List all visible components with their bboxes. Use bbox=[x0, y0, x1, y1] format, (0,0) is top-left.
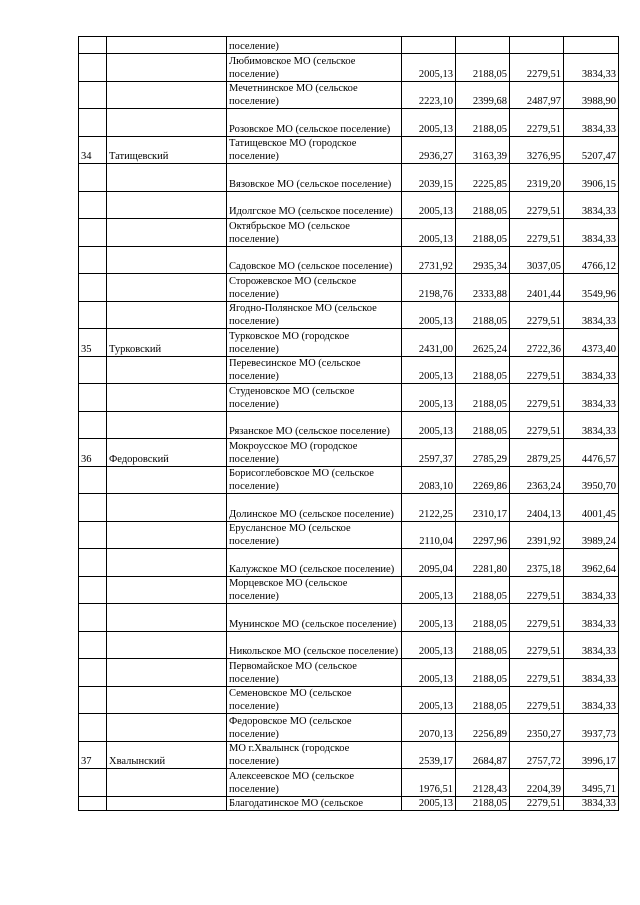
table-row bbox=[79, 411, 619, 439]
value-cell: 2310,17 bbox=[456, 494, 510, 522]
value-cell: 2198,76 bbox=[402, 274, 456, 302]
table-row bbox=[79, 796, 619, 810]
value-cell: 4766,12 bbox=[564, 246, 619, 274]
district-name bbox=[107, 714, 227, 742]
value-cell: 2279,51 bbox=[510, 219, 564, 247]
tariff-table bbox=[78, 36, 619, 811]
value-cell: 2188,05 bbox=[456, 576, 510, 604]
value-cell: 3549,96 bbox=[564, 274, 619, 302]
district-name bbox=[107, 494, 227, 522]
table-row bbox=[79, 356, 619, 384]
value-cell: 2188,05 bbox=[456, 384, 510, 412]
value-cell: 2279,51 bbox=[510, 191, 564, 219]
district-name bbox=[107, 54, 227, 82]
value-cell: 1976,51 bbox=[402, 769, 456, 797]
value-cell: 2297,96 bbox=[456, 521, 510, 549]
value-cell: 2188,05 bbox=[456, 356, 510, 384]
value-cell: 2401,44 bbox=[510, 274, 564, 302]
row-number bbox=[79, 494, 107, 522]
value-cell: 2625,24 bbox=[456, 329, 510, 357]
district-name bbox=[107, 466, 227, 494]
municipality-name: Федоровское МО (сельское поселение) bbox=[227, 714, 402, 742]
table-row bbox=[79, 136, 619, 164]
table-row bbox=[79, 741, 619, 769]
value-cell: 2188,05 bbox=[456, 411, 510, 439]
value-cell: 2095,04 bbox=[402, 549, 456, 577]
table-row bbox=[79, 604, 619, 632]
value-cell: 3276,95 bbox=[510, 136, 564, 164]
row-number: 37 bbox=[79, 741, 107, 769]
value-cell: 2279,51 bbox=[510, 604, 564, 632]
value-cell: 2279,51 bbox=[510, 356, 564, 384]
value-cell: 2188,05 bbox=[456, 301, 510, 329]
value-cell bbox=[510, 37, 564, 54]
district-name bbox=[107, 246, 227, 274]
table-row bbox=[79, 439, 619, 467]
value-cell: 2391,92 bbox=[510, 521, 564, 549]
district-name bbox=[107, 631, 227, 659]
value-cell: 3834,33 bbox=[564, 576, 619, 604]
municipality-name: Сторожевское МО (сельское поселение) bbox=[227, 274, 402, 302]
value-cell: 2005,13 bbox=[402, 659, 456, 687]
table-row bbox=[79, 54, 619, 82]
value-cell: 2188,05 bbox=[456, 109, 510, 137]
table-row bbox=[79, 164, 619, 192]
value-cell: 2279,51 bbox=[510, 109, 564, 137]
table-row bbox=[79, 466, 619, 494]
district-name bbox=[107, 301, 227, 329]
row-number bbox=[79, 356, 107, 384]
value-cell: 3834,33 bbox=[564, 631, 619, 659]
value-cell: 2936,27 bbox=[402, 136, 456, 164]
row-number bbox=[79, 164, 107, 192]
value-cell: 2005,13 bbox=[402, 219, 456, 247]
row-number bbox=[79, 301, 107, 329]
row-number bbox=[79, 769, 107, 797]
municipality-name: Мунинское МО (сельское поселение) bbox=[227, 604, 402, 632]
municipality-name: поселение) bbox=[227, 37, 402, 54]
value-cell: 2188,05 bbox=[456, 631, 510, 659]
value-cell: 2005,13 bbox=[402, 191, 456, 219]
municipality-name: Ягодно-Полянское МО (сельское поселение) bbox=[227, 301, 402, 329]
municipality-name: Вязовское МО (сельское поселение) bbox=[227, 164, 402, 192]
value-cell: 2935,34 bbox=[456, 246, 510, 274]
value-cell: 2005,13 bbox=[402, 604, 456, 632]
value-cell: 2350,27 bbox=[510, 714, 564, 742]
value-cell: 3834,33 bbox=[564, 219, 619, 247]
value-cell: 3834,33 bbox=[564, 54, 619, 82]
district-name bbox=[107, 686, 227, 714]
value-cell: 2404,13 bbox=[510, 494, 564, 522]
value-cell: 2279,51 bbox=[510, 659, 564, 687]
district-name: Хвалынский bbox=[107, 741, 227, 769]
value-cell: 2279,51 bbox=[510, 301, 564, 329]
table-row bbox=[79, 191, 619, 219]
value-cell: 3834,33 bbox=[564, 384, 619, 412]
value-cell: 4373,40 bbox=[564, 329, 619, 357]
value-cell: 5207,47 bbox=[564, 136, 619, 164]
value-cell: 2005,13 bbox=[402, 576, 456, 604]
district-name bbox=[107, 37, 227, 54]
table-row bbox=[79, 37, 619, 54]
municipality-name: Морцевское МО (сельское поселение) bbox=[227, 576, 402, 604]
table-row bbox=[79, 329, 619, 357]
value-cell: 2005,13 bbox=[402, 411, 456, 439]
row-number bbox=[79, 81, 107, 109]
row-number bbox=[79, 246, 107, 274]
value-cell: 3037,05 bbox=[510, 246, 564, 274]
table-row bbox=[79, 686, 619, 714]
value-cell: 2188,05 bbox=[456, 191, 510, 219]
table-row bbox=[79, 631, 619, 659]
value-cell: 2188,05 bbox=[456, 659, 510, 687]
value-cell: 3834,33 bbox=[564, 191, 619, 219]
value-cell: 2319,20 bbox=[510, 164, 564, 192]
row-number bbox=[79, 714, 107, 742]
value-cell: 3937,73 bbox=[564, 714, 619, 742]
value-cell: 2431,00 bbox=[402, 329, 456, 357]
district-name bbox=[107, 81, 227, 109]
row-number: 35 bbox=[79, 329, 107, 357]
district-name bbox=[107, 796, 227, 810]
row-number bbox=[79, 466, 107, 494]
district-name bbox=[107, 549, 227, 577]
row-number bbox=[79, 54, 107, 82]
value-cell: 2204,39 bbox=[510, 769, 564, 797]
value-cell: 4001,45 bbox=[564, 494, 619, 522]
value-cell: 3950,70 bbox=[564, 466, 619, 494]
row-number bbox=[79, 604, 107, 632]
district-name bbox=[107, 219, 227, 247]
municipality-name: Никольское МО (сельское поселение) bbox=[227, 631, 402, 659]
value-cell: 2279,51 bbox=[510, 631, 564, 659]
district-name bbox=[107, 659, 227, 687]
row-number bbox=[79, 37, 107, 54]
value-cell: 2757,72 bbox=[510, 741, 564, 769]
municipality-name: Перевесинское МО (сельское поселение) bbox=[227, 356, 402, 384]
value-cell: 2487,97 bbox=[510, 81, 564, 109]
municipality-name: Розовское МО (сельское поселение) bbox=[227, 109, 402, 137]
value-cell: 2279,51 bbox=[510, 411, 564, 439]
value-cell: 2399,68 bbox=[456, 81, 510, 109]
row-number bbox=[79, 411, 107, 439]
district-name bbox=[107, 191, 227, 219]
table-row bbox=[79, 246, 619, 274]
district-name: Федоровский bbox=[107, 439, 227, 467]
municipality-name: Татищевское МО (городское поселение) bbox=[227, 136, 402, 164]
value-cell: 2005,13 bbox=[402, 631, 456, 659]
district-name bbox=[107, 521, 227, 549]
value-cell: 3834,33 bbox=[564, 659, 619, 687]
value-cell: 3834,33 bbox=[564, 356, 619, 384]
district-name: Турковский bbox=[107, 329, 227, 357]
table-row bbox=[79, 81, 619, 109]
table-row bbox=[79, 576, 619, 604]
table-row bbox=[79, 659, 619, 687]
value-cell: 2333,88 bbox=[456, 274, 510, 302]
municipality-name: Любимовское МО (сельское поселение) bbox=[227, 54, 402, 82]
value-cell: 2005,13 bbox=[402, 356, 456, 384]
value-cell: 2188,05 bbox=[456, 219, 510, 247]
district-name bbox=[107, 274, 227, 302]
value-cell: 2279,51 bbox=[510, 384, 564, 412]
district-name bbox=[107, 411, 227, 439]
district-name bbox=[107, 576, 227, 604]
value-cell: 2279,51 bbox=[510, 686, 564, 714]
value-cell: 3988,90 bbox=[564, 81, 619, 109]
table-row bbox=[79, 384, 619, 412]
value-cell: 2005,13 bbox=[402, 686, 456, 714]
district-name bbox=[107, 356, 227, 384]
row-number bbox=[79, 191, 107, 219]
district-name bbox=[107, 769, 227, 797]
value-cell: 3834,33 bbox=[564, 686, 619, 714]
value-cell: 3962,64 bbox=[564, 549, 619, 577]
municipality-name: Мокроусское МО (городское поселение) bbox=[227, 439, 402, 467]
table-row bbox=[79, 219, 619, 247]
value-cell: 3906,15 bbox=[564, 164, 619, 192]
value-cell: 2279,51 bbox=[510, 54, 564, 82]
value-cell: 2539,17 bbox=[402, 741, 456, 769]
row-number bbox=[79, 219, 107, 247]
value-cell: 2375,18 bbox=[510, 549, 564, 577]
table-row bbox=[79, 714, 619, 742]
value-cell: 2070,13 bbox=[402, 714, 456, 742]
district-name bbox=[107, 604, 227, 632]
row-number bbox=[79, 549, 107, 577]
row-number bbox=[79, 796, 107, 810]
row-number bbox=[79, 521, 107, 549]
row-number bbox=[79, 631, 107, 659]
value-cell: 3989,24 bbox=[564, 521, 619, 549]
municipality-name: Октябрьское МО (сельское поселение) bbox=[227, 219, 402, 247]
district-name bbox=[107, 384, 227, 412]
value-cell: 2188,05 bbox=[456, 604, 510, 632]
municipality-name: Калужское МО (сельское поселение) bbox=[227, 549, 402, 577]
value-cell: 2269,86 bbox=[456, 466, 510, 494]
district-name bbox=[107, 109, 227, 137]
value-cell: 3163,39 bbox=[456, 136, 510, 164]
municipality-name: Мечетнинское МО (сельское поселение) bbox=[227, 81, 402, 109]
value-cell bbox=[456, 37, 510, 54]
table-row bbox=[79, 494, 619, 522]
value-cell: 3996,17 bbox=[564, 741, 619, 769]
municipality-name: Рязанское МО (сельское поселение) bbox=[227, 411, 402, 439]
value-cell: 2722,36 bbox=[510, 329, 564, 357]
value-cell: 3834,33 bbox=[564, 796, 619, 810]
value-cell: 3834,33 bbox=[564, 109, 619, 137]
value-cell: 2363,24 bbox=[510, 466, 564, 494]
value-cell bbox=[564, 37, 619, 54]
value-cell: 2188,05 bbox=[456, 54, 510, 82]
value-cell: 2879,25 bbox=[510, 439, 564, 467]
value-cell: 2223,10 bbox=[402, 81, 456, 109]
value-cell: 3834,33 bbox=[564, 411, 619, 439]
value-cell: 2005,13 bbox=[402, 384, 456, 412]
value-cell: 2597,37 bbox=[402, 439, 456, 467]
value-cell: 3495,71 bbox=[564, 769, 619, 797]
value-cell: 2785,29 bbox=[456, 439, 510, 467]
municipality-name: МО г.Хвалынск (городское поселение) bbox=[227, 741, 402, 769]
municipality-name: Первомайское МО (сельское поселение) bbox=[227, 659, 402, 687]
value-cell: 2188,05 bbox=[456, 796, 510, 810]
value-cell: 2731,92 bbox=[402, 246, 456, 274]
value-cell: 2083,10 bbox=[402, 466, 456, 494]
value-cell: 2684,87 bbox=[456, 741, 510, 769]
value-cell: 2005,13 bbox=[402, 54, 456, 82]
value-cell: 2122,25 bbox=[402, 494, 456, 522]
value-cell bbox=[402, 37, 456, 54]
municipality-name: Алексеевское МО (сельское поселение) bbox=[227, 769, 402, 797]
value-cell: 2279,51 bbox=[510, 796, 564, 810]
value-cell: 3834,33 bbox=[564, 301, 619, 329]
value-cell: 2110,04 bbox=[402, 521, 456, 549]
table-row bbox=[79, 549, 619, 577]
municipality-name: Еруслансное МО (сельское поселение) bbox=[227, 521, 402, 549]
row-number: 34 bbox=[79, 136, 107, 164]
municipality-name: Студеновское МО (сельское поселение) bbox=[227, 384, 402, 412]
value-cell: 2005,13 bbox=[402, 301, 456, 329]
table-row bbox=[79, 274, 619, 302]
row-number bbox=[79, 384, 107, 412]
municipality-name: Семеновское МО (сельское поселение) bbox=[227, 686, 402, 714]
value-cell: 4476,57 bbox=[564, 439, 619, 467]
value-cell: 2188,05 bbox=[456, 686, 510, 714]
value-cell: 2279,51 bbox=[510, 576, 564, 604]
value-cell: 2256,89 bbox=[456, 714, 510, 742]
row-number bbox=[79, 109, 107, 137]
table-row bbox=[79, 521, 619, 549]
value-cell: 3834,33 bbox=[564, 604, 619, 632]
municipality-name: Борисоглебовское МО (сельское поселение) bbox=[227, 466, 402, 494]
value-cell: 2128,43 bbox=[456, 769, 510, 797]
table-row bbox=[79, 301, 619, 329]
district-name: Татищевский bbox=[107, 136, 227, 164]
value-cell: 2005,13 bbox=[402, 109, 456, 137]
municipality-name: Идолгское МО (сельское поселение) bbox=[227, 191, 402, 219]
municipality-name: Турковское МО (городское поселение) bbox=[227, 329, 402, 357]
row-number bbox=[79, 686, 107, 714]
municipality-name: Благодатинское МО (сельское bbox=[227, 796, 402, 810]
district-name bbox=[107, 164, 227, 192]
table-row bbox=[79, 769, 619, 797]
row-number bbox=[79, 659, 107, 687]
value-cell: 2005,13 bbox=[402, 796, 456, 810]
row-number bbox=[79, 576, 107, 604]
value-cell: 2225,85 bbox=[456, 164, 510, 192]
value-cell: 2281,80 bbox=[456, 549, 510, 577]
municipality-name: Долинское МО (сельское поселение) bbox=[227, 494, 402, 522]
table-row bbox=[79, 109, 619, 137]
municipality-name: Садовское МО (сельское поселение) bbox=[227, 246, 402, 274]
row-number bbox=[79, 274, 107, 302]
value-cell: 2039,15 bbox=[402, 164, 456, 192]
row-number: 36 bbox=[79, 439, 107, 467]
